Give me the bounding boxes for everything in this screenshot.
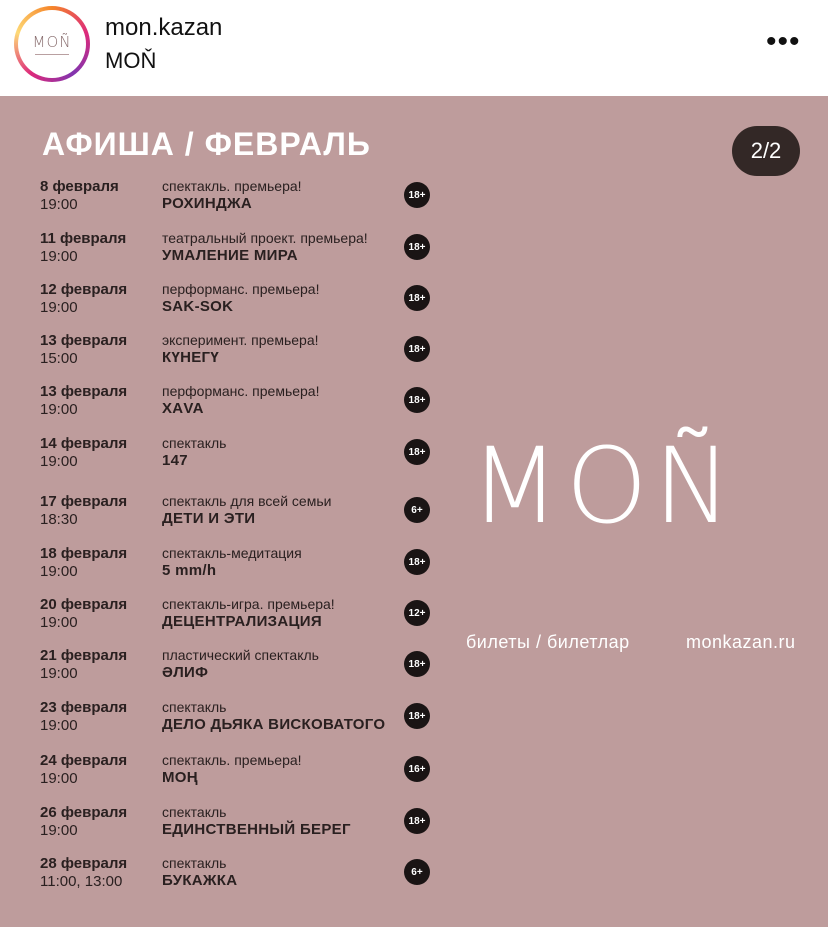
event-row [0,752,450,800]
event-date: 24 февраля [40,752,128,769]
event-time: 19:00 [40,401,78,418]
event-name: SAK-SOK [162,298,234,315]
event-time: 19:00 [40,196,78,213]
event-date: 23 февраля [40,699,128,716]
event-row [0,804,450,852]
age-rating-badge: 18+ [404,549,430,575]
event-date: 18 февраля [40,545,128,562]
age-rating-badge: 18+ [404,285,430,311]
event-date: 28 февраля [40,855,128,872]
event-time: 11:00, 13:00 [40,873,123,890]
age-rating-badge: 18+ [404,234,430,260]
event-date: 26 февраля [40,804,128,821]
age-rating-badge: 6+ [404,859,430,885]
age-rating-badge: 18+ [404,808,430,834]
event-row [0,178,450,226]
event-time: 19:00 [40,770,78,787]
event-type: спектакль. премьера! [162,752,302,768]
event-name: БУКАЖКА [162,872,238,889]
event-time: 19:00 [40,665,78,682]
event-type: спектакль. премьера! [162,178,302,194]
carousel-counter: 2/2 [732,126,800,176]
event-type: пластический спектакль [162,647,319,663]
event-name: ЕДИНСТВЕННЫЙ БЕРЕГ [162,821,351,838]
event-row [0,383,450,431]
brand-logo [470,425,810,547]
account-subtitle: MOŇ [105,48,157,73]
event-type: спектакль [162,804,227,820]
event-row [0,332,450,380]
event-type: спектакль [162,699,227,715]
event-time: 19:00 [40,453,78,470]
event-date: 12 февраля [40,281,128,298]
event-row [0,435,450,483]
event-row [0,493,450,541]
event-date: 20 февраля [40,596,128,613]
event-name: ХАVA [162,400,204,417]
event-type: перформанс. премьера! [162,383,320,399]
event-name: МОҢ [162,769,198,786]
event-type: спектакль [162,435,227,451]
event-row [0,230,450,278]
event-name: ДЕЦЕНТРАЛИЗАЦИЯ [162,613,322,630]
event-row [0,545,450,593]
event-type: эксперимент. премьера! [162,332,319,348]
event-row [0,855,450,903]
age-rating-badge: 16+ [404,756,430,782]
event-row [0,699,450,747]
event-date: 14 февраля [40,435,128,452]
event-name: КҮНЕГҮ [162,349,219,366]
event-date: 17 февраля [40,493,128,510]
event-time: 15:00 [40,350,78,367]
event-time: 19:00 [40,614,78,631]
post-image[interactable] [0,96,828,927]
brand-logo-text: MOÑ [470,425,738,547]
event-type: спектакль-игра. премьера! [162,596,335,612]
age-rating-badge: 6+ [404,497,430,523]
avatar-logo-underline [35,54,69,55]
poster-title: АФИША / ФЕВРАЛЬ [42,126,371,162]
event-date: 21 февраля [40,647,128,664]
age-rating-badge: 18+ [404,182,430,208]
event-time: 19:00 [40,717,78,734]
account-username[interactable]: mon.kazan [105,14,223,41]
event-time: 19:00 [40,563,78,580]
event-date: 13 февраля [40,332,128,349]
event-time: 18:30 [40,511,78,528]
event-time: 19:00 [40,822,78,839]
event-type: спектакль-медитация [162,545,302,561]
event-row [0,281,450,329]
event-row [0,596,450,644]
event-name: РОХИНДЖА [162,195,252,212]
event-date: 11 февраля [40,230,127,247]
event-type: перформанс. премьера! [162,281,320,297]
avatar-logo: MOÑ [32,33,72,51]
event-name: УМАЛЕНИЕ МИРА [162,247,298,264]
age-rating-badge: 18+ [404,336,430,362]
event-type: спектакль для всей семьи [162,493,332,509]
event-name: ӘЛИФ [162,664,209,681]
event-date: 8 февраля [40,178,119,195]
event-name: 147 [162,452,188,469]
age-rating-badge: 18+ [404,651,430,677]
event-date: 13 февраля [40,383,128,400]
more-options-icon[interactable]: ••• [766,25,801,58]
event-name: 5 mm/h [162,562,217,579]
website-link[interactable]: monkazan.ru [686,632,796,652]
event-row [0,647,450,695]
event-name: ДЕТИ И ЭТИ [162,510,256,527]
age-rating-badge: 12+ [404,600,430,626]
age-rating-badge: 18+ [404,439,430,465]
age-rating-badge: 18+ [404,703,430,729]
avatar-inner [18,10,86,78]
tickets-label: билеты / билетлар [466,632,630,652]
event-name: ДЕЛО ДЬЯКА ВИСКОВАТОГО [162,716,386,733]
event-type: театральный проект. премьера! [162,230,368,246]
event-time: 19:00 [40,299,78,316]
event-time: 19:00 [40,248,78,265]
event-type: спектакль [162,855,227,871]
post-header [0,0,828,96]
age-rating-badge: 18+ [404,387,430,413]
avatar[interactable] [14,6,90,82]
